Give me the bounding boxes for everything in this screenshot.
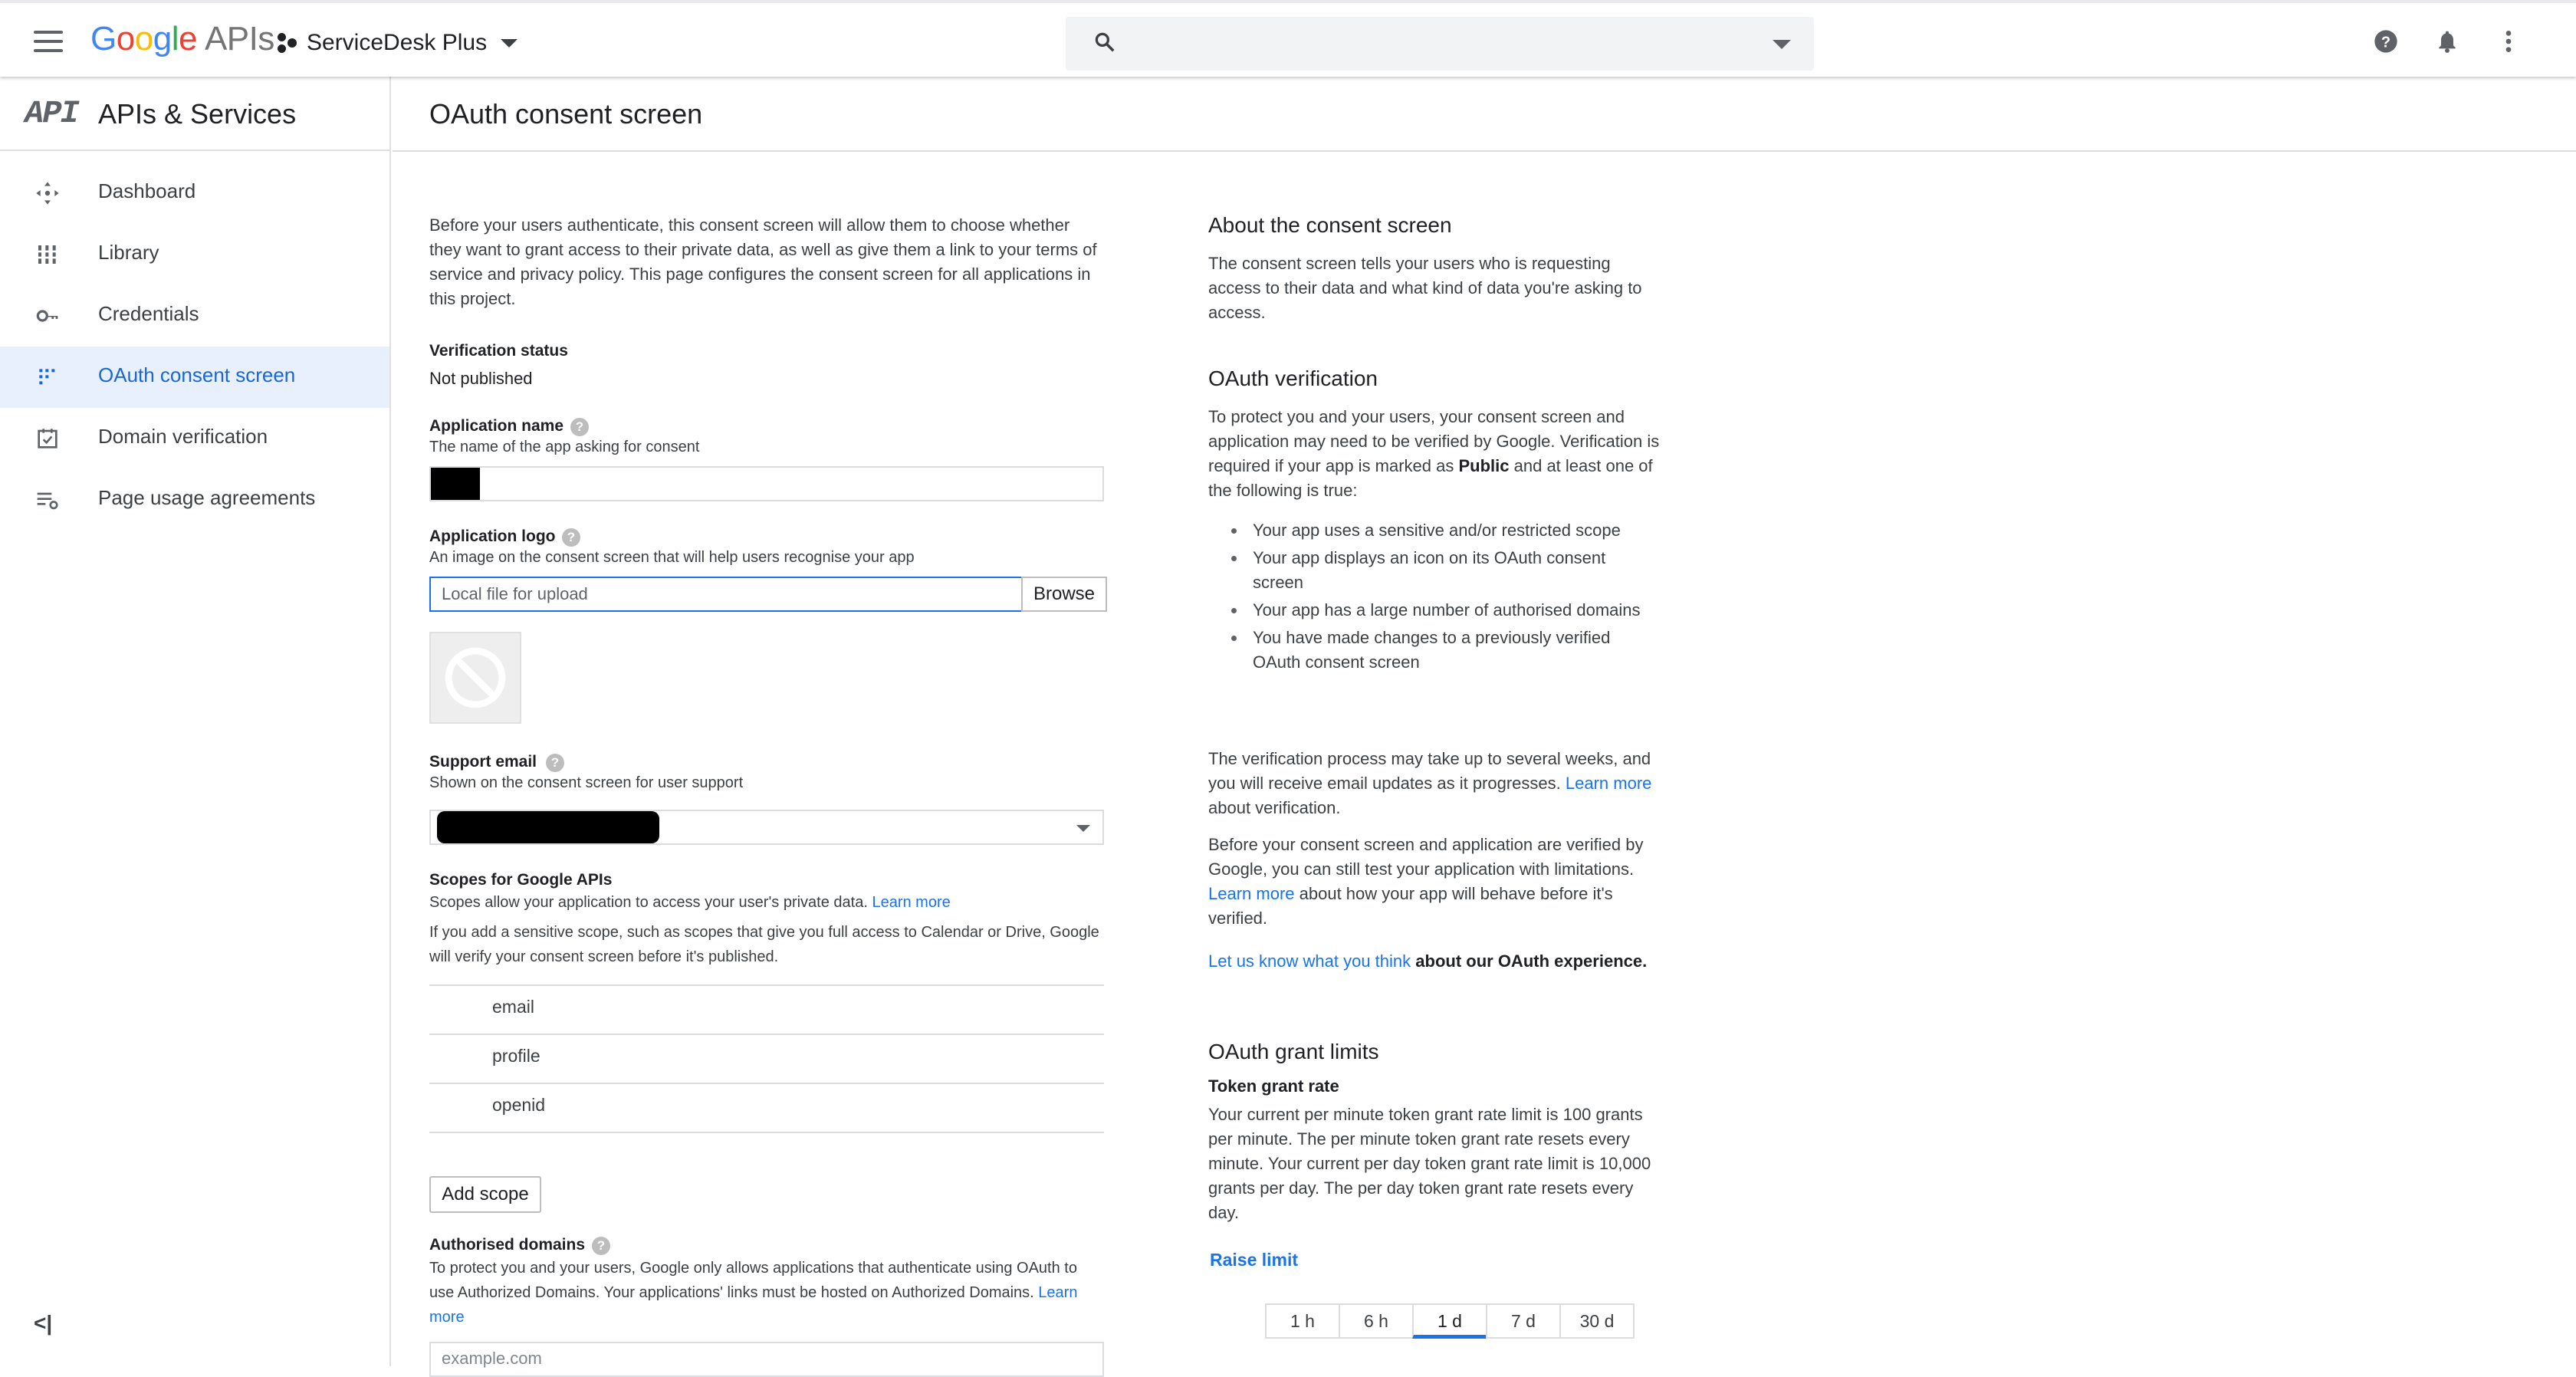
intro-text: Before your users authenticate, this consent screen will allow them to choose whether they want to grant access to their private data, as well as give them a link to your terms of service and privacy policy. This page configures the consent screen for all applications in this project. <box>429 215 1097 308</box>
help-icon[interactable]: ? <box>570 418 589 436</box>
about-title: About the consent screen <box>1208 213 1452 237</box>
title-divider <box>393 150 2576 152</box>
sidebar <box>0 77 391 1366</box>
authorised-domains-label: Authorised domains <box>429 1236 586 1254</box>
help-icon[interactable]: ? <box>592 1237 610 1255</box>
support-email-help: Shown on the consent screen for user support <box>429 774 744 791</box>
library-icon <box>35 242 60 267</box>
verification-status-label: Verification status <box>429 342 568 360</box>
raise-limit-link[interactable]: Raise limit <box>1210 1250 1299 1270</box>
sidebar-item-label: Credentials <box>98 302 199 325</box>
top-app-bar <box>0 0 2576 77</box>
verification-status-value: Not published <box>429 369 533 388</box>
feedback-link[interactable]: Let us know what you think <box>1208 951 1411 971</box>
range-6h-button[interactable]: 6 h <box>1339 1303 1414 1339</box>
domain-placeholder: example.com <box>442 1349 542 1368</box>
more-vert-icon[interactable] <box>2496 29 2521 54</box>
table-row <box>429 984 1104 1034</box>
sidebar-item-domain-verification[interactable] <box>0 408 389 469</box>
application-logo-help: An image on the consent screen that will help users recognise your app <box>429 549 915 566</box>
application-logo-label: Application logo <box>429 527 556 545</box>
oauth-verification-text: To protect you and your users, your consent screen and application may need to be verified by Google. Verification is required if your app is marked as Public and at least one of the following is true: <box>1208 407 1660 500</box>
list-item: Your app displays an icon on its OAuth consent screen <box>1211 546 1656 595</box>
notifications-icon[interactable] <box>2435 29 2459 54</box>
no-image-icon <box>442 644 509 712</box>
consent-icon <box>35 365 60 389</box>
table-row <box>429 1034 1104 1083</box>
sidebar-item-library[interactable] <box>0 224 389 285</box>
scope-name: openid <box>492 1095 546 1115</box>
application-name-label: Application name <box>429 417 564 435</box>
before-verified-text: Before your consent screen and application are verified by Google, you can still test your application with limitations. Learn more about how your app will behave before it's verified. <box>1208 835 1644 928</box>
sidebar-item-label: Domain verification <box>98 425 268 448</box>
authorised-domains-help: To protect you and your users, Google only allows applications that authenticate using OAuth to use Authorized Domains. Your applications' links must be hosted on Authorized Domains. Learn more <box>429 1260 1078 1326</box>
sidebar-item-label: Page usage agreements <box>98 486 316 509</box>
add-scope-button[interactable]: Add scope <box>429 1176 541 1213</box>
logo-file-input[interactable] <box>429 577 1023 612</box>
help-icon[interactable]: ? <box>546 754 564 772</box>
grant-limits-title: OAuth grant limits <box>1208 1040 1379 1063</box>
help-icon[interactable] <box>2374 29 2398 54</box>
verification-criteria-list <box>1211 518 1656 678</box>
redacted-value <box>437 811 659 843</box>
range-1d-button[interactable]: 1 d <box>1412 1303 1487 1339</box>
project-name: ServiceDesk Plus <box>307 30 488 55</box>
sidebar-item-dashboard[interactable] <box>0 163 389 224</box>
checkbox-icon <box>35 426 60 451</box>
token-grant-rate-text: Your current per minute token grant rate limit is 100 grants per minute. The per minute token grant rate resets every minute. Your current per day token grant rate limit is 10,000 grants per day. The per day token grant rate resets every day. <box>1208 1105 1651 1222</box>
svg-text:?: ? <box>2380 34 2391 51</box>
list-item: Your app uses a sensitive and/or restricted scope <box>1211 518 1656 543</box>
scope-name: profile <box>492 1046 540 1066</box>
help-icon[interactable]: ? <box>562 528 580 547</box>
oauth-verification-title: OAuth verification <box>1208 366 1378 390</box>
verification-learn-more-link[interactable]: Learn more <box>1565 774 1652 793</box>
project-selector[interactable] <box>276 26 518 60</box>
list-item: Your app has a large number of authorised domains <box>1211 598 1656 623</box>
support-email-select[interactable] <box>429 810 1104 845</box>
sidebar-item-page-usage-agreements[interactable] <box>0 469 389 531</box>
limitations-learn-more-link[interactable]: Learn more <box>1208 884 1295 903</box>
scopes-help: Scopes allow your application to access your user's private data. Learn more <box>429 894 951 911</box>
sidebar-item-label: OAuth consent screen <box>98 363 296 386</box>
key-icon <box>35 304 60 328</box>
search-input[interactable] <box>1066 17 1814 71</box>
page-title: OAuth consent screen <box>429 98 703 130</box>
scopes-label: Scopes for Google APIs <box>429 871 613 889</box>
browse-button[interactable]: Browse <box>1021 577 1107 612</box>
range-7d-button[interactable]: 7 d <box>1486 1303 1561 1339</box>
range-30d-button[interactable]: 30 d <box>1559 1303 1635 1339</box>
application-name-input[interactable] <box>429 466 1104 501</box>
search-icon <box>1093 31 1116 54</box>
domains-learn-more-link[interactable]: Learn more <box>429 1284 1078 1326</box>
sidebar-title: APIs & Services <box>98 98 297 130</box>
application-name-help: The name of the app asking for consent <box>429 439 700 455</box>
verification-process-text: The verification process may take up to several weeks, and you will receive email updates as it progresses. Learn more about verification. <box>1208 749 1652 817</box>
scopes-learn-more-link[interactable]: Learn more <box>872 894 951 911</box>
dashboard-icon <box>35 181 60 205</box>
google-apis-logo[interactable]: Google APIs <box>90 20 274 58</box>
sidebar-item-credentials[interactable] <box>0 285 389 347</box>
main-menu-icon[interactable] <box>34 31 63 52</box>
support-email-label: Support email <box>429 753 537 771</box>
api-logo: API <box>25 95 78 132</box>
authorised-domain-input[interactable] <box>429 1342 1104 1377</box>
sidebar-item-label: Dashboard <box>98 179 196 202</box>
logo-preview <box>429 632 521 724</box>
scopes-divider <box>429 1132 1104 1133</box>
scope-name: email <box>492 997 534 1017</box>
search-dropdown-icon[interactable] <box>1773 40 1791 49</box>
project-icon <box>276 31 297 54</box>
time-range-selector <box>1267 1303 1635 1339</box>
logo-file-placeholder: Local file for upload <box>442 584 588 603</box>
about-text: The consent screen tells your users who is requesting access to their data and what kind of data you're asking to access. <box>1208 254 1642 322</box>
feedback-text: Let us know what you think about our OAuth experience. <box>1208 951 1648 971</box>
token-grant-rate-label: Token grant rate <box>1208 1076 1339 1096</box>
chevron-down-icon <box>501 39 518 48</box>
redacted-value <box>431 468 480 500</box>
sidebar-item-oauth-consent-screen[interactable] <box>0 347 389 408</box>
sidebar-item-label: Library <box>98 241 159 264</box>
list-item: You have made changes to a previously verified OAuth consent screen <box>1211 626 1656 675</box>
dropdown-arrow-icon <box>1076 825 1090 832</box>
settings-list-icon <box>35 488 60 512</box>
collapse-sidebar-icon[interactable]: <| <box>34 1311 53 1335</box>
table-row <box>429 1083 1104 1132</box>
sidebar-header <box>0 77 391 151</box>
scopes-note: If you add a sensitive scope, such as scopes that give you full access to Calendar or Drive, Google will verify your consent screen before it's published. <box>429 924 1099 965</box>
range-1h-button[interactable]: 1 h <box>1265 1303 1340 1339</box>
